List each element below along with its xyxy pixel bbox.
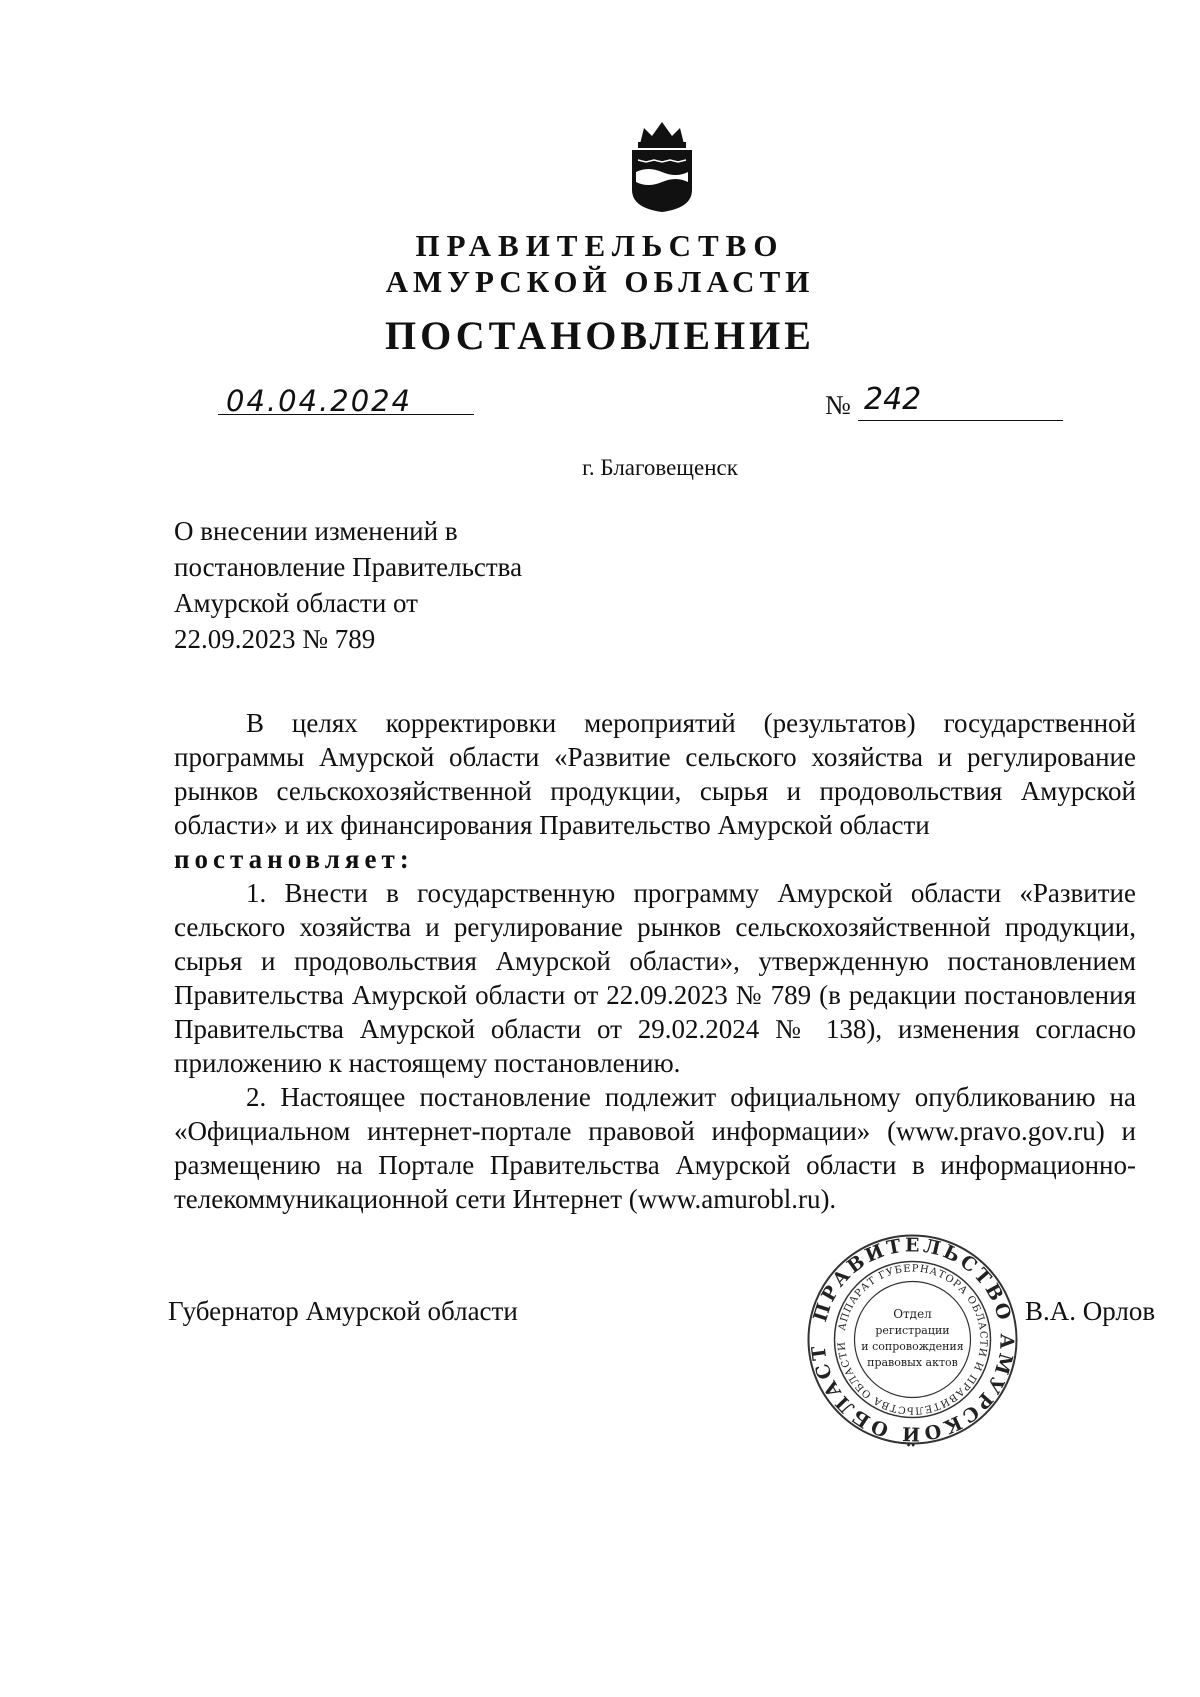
- org-name-line2: АМУРСКОЙ ОБЛАСТИ: [385, 264, 815, 299]
- document-body: [174, 706, 1136, 1216]
- stamp-center-line: и сопровождения: [861, 1340, 964, 1353]
- decree-word: постановляет:: [174, 844, 414, 874]
- subject-line: 22.09.2023 № 789: [174, 624, 376, 654]
- item-1-paragraph: 1. Внести в государственную программу Амурской области «Развитие сельского хозяйства и регулирование рынков сельскохозяйственной продукции, сырья и продовольствия Амурской области», утвержденную постановлением Правительства Амурской области от 22.09.2023 № 789 (в редакции постановления Правительства Амурской области от 29.02.2024 № 138), изменения согласно приложению к настоящему постановлению.: [174, 878, 1136, 1078]
- subject-line: Амурской области от: [174, 588, 418, 618]
- city: г. Благовещенск: [582, 455, 738, 480]
- stamp-center-line: регистрации: [875, 1324, 950, 1337]
- coat-of-arms-icon: [626, 118, 698, 214]
- official-stamp: [805, 1232, 1020, 1447]
- number-label: №: [825, 390, 851, 420]
- subject-line: О внесении изменений в: [174, 516, 458, 546]
- preamble-paragraph: В целях корректировки мероприятий (результатов) государственной программы Амурской области «Развитие сельского хозяйства и регулирование рынков сельскохозяйственной продукции, сырья и продовольствия Амурской области» и их финансирования Правительство Амурской области: [174, 708, 1136, 840]
- date-underline: [218, 414, 474, 415]
- stamp-center-line: правовых актов: [867, 1356, 958, 1369]
- subject-line: постановление Правительства: [174, 552, 523, 582]
- document-date: 04.04.2024: [226, 384, 413, 418]
- signatory-title: Губернатор Амурской области: [168, 1296, 518, 1326]
- document-type: ПОСТАНОВЛЕНИЕ: [385, 313, 815, 358]
- org-name-line1: ПРАВИТЕЛЬСТВО: [415, 228, 785, 263]
- number-underline: [858, 420, 1063, 421]
- signatory-name: В.А. Орлов: [1025, 1296, 1156, 1326]
- subject-block: [174, 513, 522, 657]
- stamp-outer-ring: ПРАВИТЕЛЬСТВО АМУРСКОЙ ОБЛАСТ: [807, 1234, 1018, 1445]
- document-number: 242: [864, 382, 922, 417]
- item-2-paragraph: 2. Настоящее постановление подлежит официальному опубликованию на «Официальном интернет-портале правовой информации» (www.pravo.gov.ru) и размещению на Портале Правительства Амурской области в информационно-телекоммуникационной сети Интернет (www.amurobl.ru).: [174, 1082, 1136, 1214]
- stamp-center-line: Отдел: [893, 1307, 932, 1321]
- stamp-inner-ring: АППАРАТ ГУБЕРНАТОРА ОБЛАСТИ И ПРАВИТЕЛЬСТВА ОБЛАСТИ: [836, 1263, 989, 1416]
